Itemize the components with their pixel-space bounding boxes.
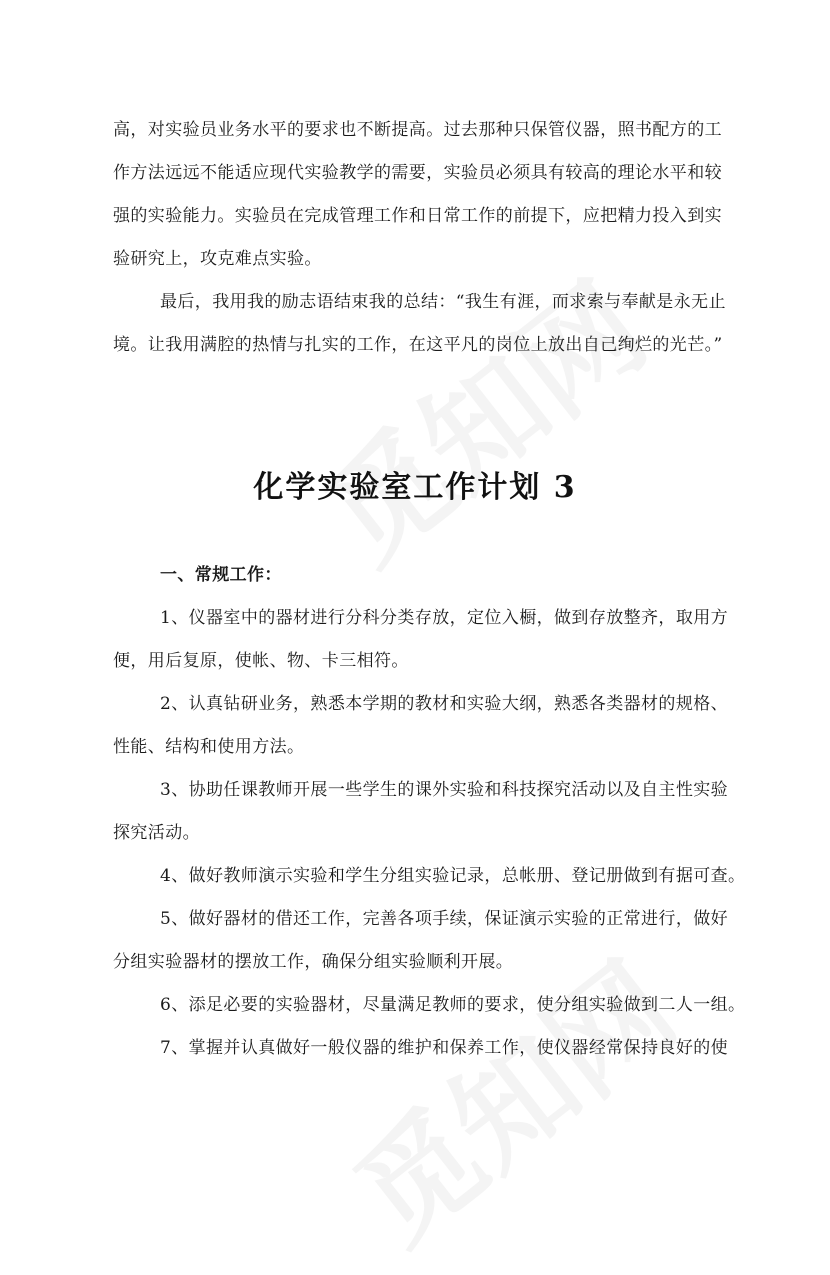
list-item-line: 5、做好器材的借还工作，完善各项手续，保证演示实验的正常进行，做好 [160,909,729,929]
list-item-line: 4、做好教师演示实验和学生分组实验记录，总帐册、登记册做到有据可查。 [160,866,746,886]
intro-line: 强的实验能力。实验员在完成管理工作和日常工作的前提下，应把精力投入到实 [113,206,722,226]
list-item-line: 1、仪器室中的器材进行分科分类存放，定位入橱，做到存放整齐，取用方 [160,608,729,628]
list-item-line: 分组实验器材的摆放工作，确保分组实验顺利开展。 [113,952,514,972]
section-heading: 一、常规工作： [160,565,282,585]
list-item-line: 6、添足必要的实验器材，尽量满足教师的要求，使分组实验做到二人一组。 [160,995,746,1015]
list-item-line: 探究活动。 [113,823,200,843]
intro-line: 验研究上，攻克难点实验。 [113,249,322,269]
conclusion-line: 境。让我用满腔的热情与扎实的工作，在这平凡的岗位上放出自己绚烂的光芒。” [113,335,723,355]
intro-line: 作方法远远不能适应现代实验教学的需要，实验员必须具有较高的理论水平和较 [113,163,722,183]
list-item-line: 3、协助任课教师开展一些学生的课外实验和科技探究活动以及自主性实验 [160,780,729,800]
list-item-line: 性能、结构和使用方法。 [113,737,305,757]
list-item-line: 2、认真钻研业务，熟悉本学期的教材和实验大纲，熟悉各类器材的规格、 [160,694,729,714]
list-item-line: 7、掌握并认真做好一般仪器的维护和保养工作，使仪器经常保持良好的使 [160,1038,729,1058]
intro-line: 高，对实验员业务水平的要求也不断提高。过去那种只保管仪器，照书配方的工 [113,120,722,140]
list-item-line: 便，用后复原，使帐、物、卡三相符。 [113,651,409,671]
conclusion-line: 最后，我用我的励志语结束我的总结：“我生有涯，而求索与奉献是永无止 [160,292,726,312]
document-title: 化学实验室工作计划 3 [253,470,577,505]
